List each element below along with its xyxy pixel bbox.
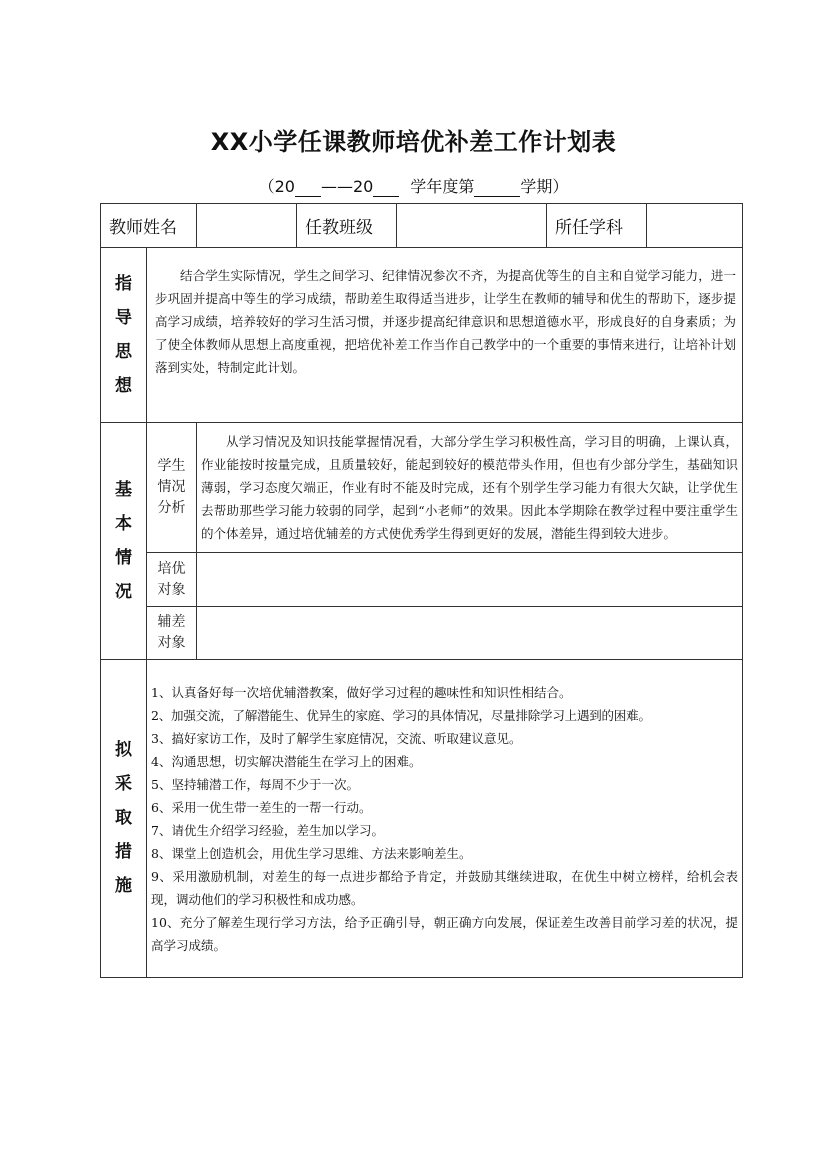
year-open: （20 <box>258 177 295 196</box>
teacher-name-label: 教师姓名 <box>101 204 197 248</box>
guidance-text: 结合学生实际情况，学生之间学习、纪律情况参次不齐，为提高优等生的自主和自觉学习能力，进一步巩固并提高中等生的学习成绩，帮助差生取得适当进步，让学生在教师的辅导和优生的帮助下，逐步提高学习成绩，培养较好的学习生活习惯，并逐步提高纪律意识和思想道德水平，形成良好的自身素质；为了使全体教师从思想上高度重视，把培优补差工作当作自己教学中的一个重要的事情来进行，让培补计划落到实处，特制定此计划。 <box>155 267 736 375</box>
guidance-label-char: 思 <box>115 341 132 362</box>
measure-item: 5、坚持辅潜工作，每周不少于一次。 <box>151 776 359 792</box>
basic-label-char: 情 <box>115 547 132 568</box>
excellent-students-label: 培优对象 <box>147 553 197 607</box>
guidance-label <box>101 248 147 423</box>
start-year-blank[interactable] <box>295 178 321 197</box>
year-mid: 学年度第 <box>410 177 475 196</box>
class-label: 任教班级 <box>297 204 397 248</box>
excellent-students-field[interactable] <box>197 553 743 607</box>
measures-list <box>147 660 743 978</box>
subject-field[interactable] <box>647 204 743 248</box>
measures-label <box>101 660 147 978</box>
basic-label-char: 况 <box>115 581 132 602</box>
measures-label-char: 措 <box>115 842 132 862</box>
guidance-label-char: 导 <box>115 307 132 328</box>
student-analysis-text: 从学习情况及知识技能掌握情况看，大部分学生学习积极性高，学习目的明确，上课认真，作业能按时按量完成，且质量较好，能起到较好的模范带头作用，但也有少部分学生，基础知识薄弱，学习态度欠端正，作业有时不能及时完成，还有个别学生学习能力有很大欠缺，让学优生去帮助那些学习能力较弱的同学，起到“小老师”的效果。因此本学期除在教学过程中要注重学生的个体差异，通过培优辅差的方式使优秀学生得到更好的发展，潜能生得到较大进步。 <box>201 434 738 541</box>
measures-label-char: 采 <box>115 774 132 794</box>
measure-item: 1、认真备好每一次培优辅潜教案，做好学习过程的趣味性和知识性相结合。 <box>151 684 572 700</box>
guidance-label-char: 指 <box>115 273 132 294</box>
measure-item: 8、课堂上创造机会，用优生学习思维、方法来影响差生。 <box>151 845 472 861</box>
basic-situation-label <box>101 423 147 660</box>
measure-item: 2、加强交流，了解潜能生、优异生的家庭、学习的具体情况，尽量排除学习上遇到的困难。 <box>151 707 651 723</box>
student-analysis-content <box>197 423 743 553</box>
year-dash: ——20 <box>320 177 374 196</box>
measures-label-char: 施 <box>115 876 132 896</box>
year-end: 学期） <box>520 177 569 196</box>
teacher-name-field[interactable] <box>197 204 297 248</box>
basic-label-char: 本 <box>115 513 132 534</box>
measures-label-char: 拟 <box>115 740 132 760</box>
measure-item: 4、沟通思想，切实解决潜能生在学习上的困难。 <box>151 753 422 769</box>
school-year-line <box>0 174 827 197</box>
plan-table <box>100 203 743 978</box>
measures-label-char: 取 <box>115 808 132 828</box>
guidance-label-char: 想 <box>115 375 132 396</box>
basic-label-char: 基 <box>115 479 132 500</box>
remedial-students-label: 辅差对象 <box>147 607 197 660</box>
page-title: XX小学任课教师培优补差工作计划表 <box>210 128 617 156</box>
measure-item: 9、采用激励机制，对差生的每一点进步都给予肯定，并鼓励其继续进取，在优生中树立榜样，给机会表现，调动他们的学习积极性和成功感。 <box>151 868 738 907</box>
measure-item: 10、充分了解差生现行学习方法，给予正确引导，朝正确方向发展，保证差生改善目前学习差的状况，提高学习成绩。 <box>151 914 738 953</box>
student-analysis-label: 学生情况分析 <box>147 423 197 553</box>
semester-blank[interactable] <box>474 178 520 197</box>
measure-item: 7、请优生介绍学习经验，差生加以学习。 <box>151 822 384 838</box>
class-field[interactable] <box>397 204 547 248</box>
end-year-blank[interactable] <box>373 178 399 197</box>
guidance-content <box>147 248 743 423</box>
measure-item: 6、采用一优生带一差生的一帮一行动。 <box>151 799 372 815</box>
measure-item: 3、搞好家访工作，及时了解学生家庭情况，交流、听取建议意见。 <box>151 730 522 746</box>
subject-label: 所任学科 <box>547 204 647 248</box>
remedial-students-field[interactable] <box>197 607 743 660</box>
